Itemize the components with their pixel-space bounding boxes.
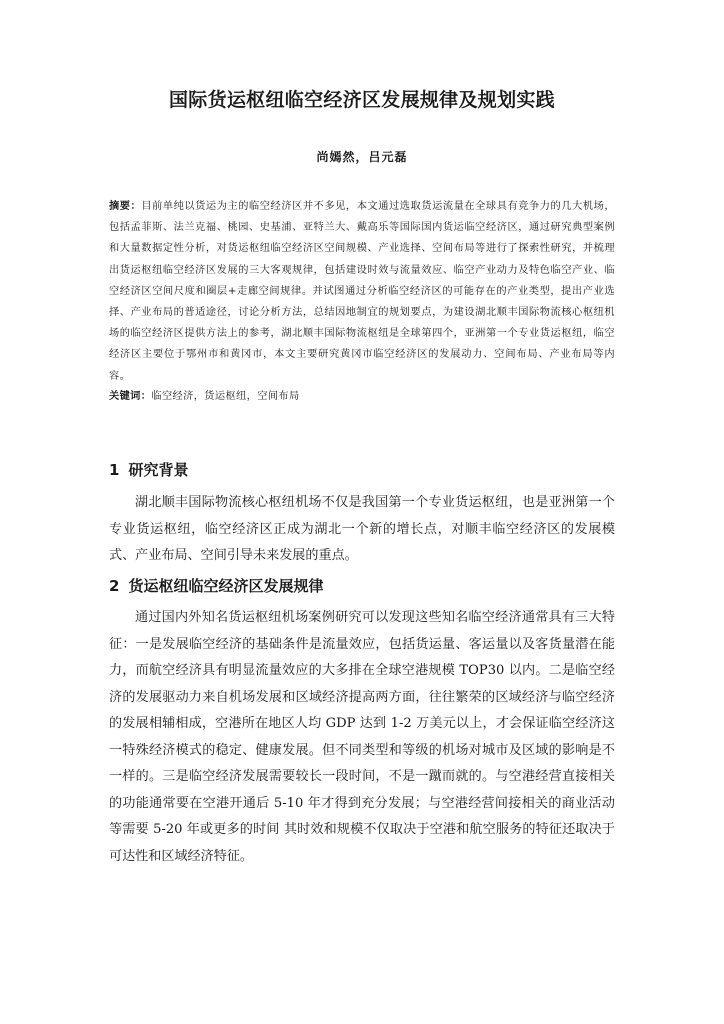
section-title: 货运枢纽临空经济区发展规律 xyxy=(128,577,324,595)
section-title: 研究背景 xyxy=(128,461,189,479)
keywords-label: 关键词： xyxy=(109,390,152,402)
section-paragraph: 湖北顺丰国际物流核心枢纽机场不仅是我国第一个专业货运枢纽，也是亚洲第一个专业货运枢纽，临空经济区正成为湖北一个新的增长点，对顺丰临空经济区的发展模式、产业布局、空间引导未来发展的重点。 xyxy=(109,495,615,563)
section-number: 1 xyxy=(109,461,120,479)
abstract-label: 摘要： xyxy=(109,200,142,212)
abstract xyxy=(109,196,615,387)
abstract-text: 目前单纯以货运为主的临空经济区并不多见，本文通过选取货运流量在全球具有竞争力的几大机场，包括孟菲斯、法兰克福、桃园、史基浦、亚特兰大、戴高乐等国际国内货运临空经济区，通过研究典型案例和大量数据定性分析，对货运枢纽临空经济区空间规模、产业选择、空间布局等进行了探索性研究，并梳理出货运枢纽临空经济区发展的三大客观规律，包括建设时效与流量效应、临空产业动力及特色临空产业、临空经济区空间尺度和圈层+走廊空间规律。并试图通过分析临空经济区的可能存在的产业类型，提出产业选择、产业布局的普适途径，讨论分析方法，总结因地制宜的规划要点，为建设湖北顺丰国际物流核心枢纽机场的临空经济区提供方法上的参考，湖北顺丰国际物流枢纽是全球第四个，亚洲第一个专业货运枢纽，临空经济区主要位于鄂州市和黄冈市，本文主要研究黄冈市临空经济区的发展动力、空间布局、产业布局等内容。 xyxy=(109,201,615,382)
paper-authors: 尚嫣然，吕元磊 xyxy=(316,150,408,164)
keywords xyxy=(109,386,615,407)
paper-title: 国际货运枢纽临空经济区发展规律及规划实践 xyxy=(168,89,555,111)
section-heading xyxy=(109,459,188,481)
section-paragraph: 通过国内外知名货运枢纽机场案例研究可以发现这些知名临空经济通常具有三大特征：一是发展临空经济的基础条件是流量效应，包括货运量、客运量以及客货量潜在能力，而航空经济具有明显流量效应的大多排在全球空港规模 TOP30 以内。二是临空经济的发展驱动力来自机场发展和区域经济提高两方面，往往繁荣的区域经济与临空经济的发展相辅相成，空港所在地区人均 GDP 达到 1-2 万美元以上，才会保证临空经济这一特殊经济模式的稳定、健康发展。但不同类型和等级的机场对城市及区域的影响是不一样的。三是临空经济发展需要较长一段时间，不是一蹴而就的。与空港经营直接相关的功能通常要在空港开通后 5-10 年才得到充分发展；与空港经营间接相关的商业活动等需要 5-20 年或更多的时间 其时效和规模不仅取决于空港和航空服务的特征还取决于可达性和区域经济特征。 xyxy=(109,610,615,864)
keywords-text: 临空经济，货运枢纽，空间布局 xyxy=(151,391,300,402)
section-number: 2 xyxy=(109,577,120,595)
section-heading xyxy=(109,575,323,597)
